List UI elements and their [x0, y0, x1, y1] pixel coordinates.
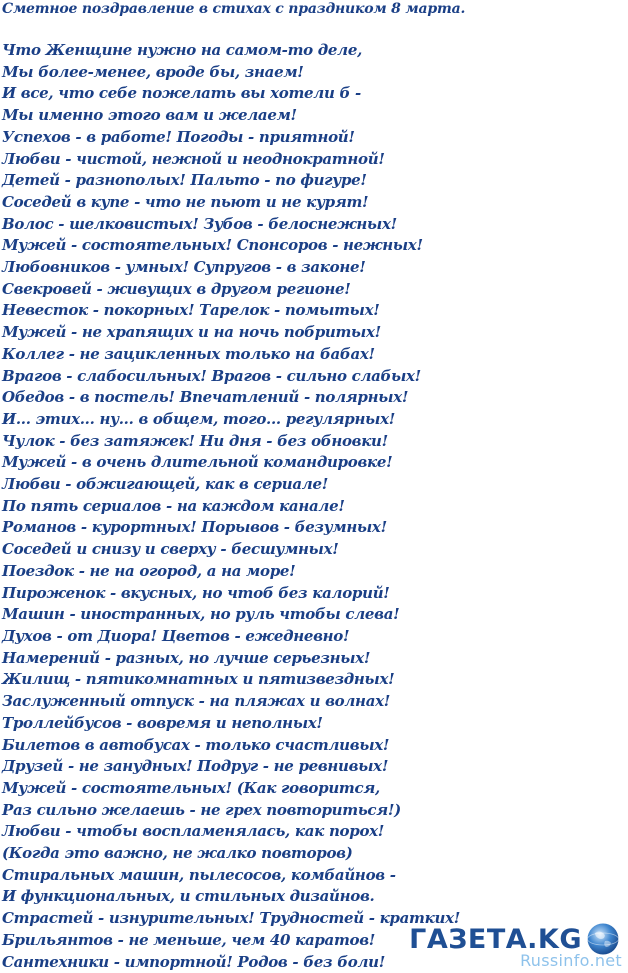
poem-line: Машин - иностранных, но руль чтобы слева! [2, 605, 400, 624]
poem-line: Раз сильно желаешь - не грех повториться!) [2, 800, 401, 819]
poem-line: Обедов - в постель! Впечатлений - полярных! [2, 388, 409, 407]
poem-line: Соседей и снизу и сверху - бесшумных! [2, 540, 339, 559]
poem-line: Детей - разнополых! Пальто - по фигуре! [2, 171, 367, 190]
poem-line: Любви - обжигающей, как в сериале! [2, 475, 328, 494]
poem-line: Мужей - в очень длительной командировке! [2, 453, 393, 472]
poem-line: Врагов - слабосильных! Врагов - сильно слабых! [2, 366, 421, 385]
poem-line: Соседей в купе - что не пьют и не курят! [2, 192, 369, 211]
poem-line: И функциональных, и стильных дизайнов. [2, 887, 375, 906]
poem-line: Свекровей - живущих в другом регионе! [2, 279, 351, 298]
poem-line: Мы более-менее, вроде бы, знаем! [2, 62, 304, 81]
poem-line: Сантехники - импортной! Родов - без боли! [2, 952, 386, 971]
logo-text: ГАЗЕТА.KG [409, 923, 582, 955]
poem-line: Стиральных машин, пылесосов, комбайнов - [2, 865, 396, 884]
poem-line: Намерений - разных, но лучше серьезных! [2, 648, 371, 667]
poem-line: Мужей - состоятельных! (Как говорится, [2, 778, 380, 797]
poem-line: Волос - шелковистых! Зубов - белоснежных! [2, 214, 397, 233]
poem-line: Невесток - покорных! Тарелок - помытых! [2, 301, 380, 320]
poem-line: Любовников - умных! Супругов - в законе! [2, 258, 366, 277]
poem-line: Мужей - не храпящих и на ночь побритых! [2, 323, 381, 342]
poem-line: Успехов - в работе! Погоды - приятной! [2, 127, 355, 146]
poem-line: Любви - чистой, нежной и неоднократной! [2, 149, 385, 168]
poem-line: Заслуженный отпуск - на пляжах и волнах! [2, 692, 391, 711]
poem-line: Мужей - состоятельных! Спонсоров - нежных! [2, 236, 423, 255]
poem-line: Чулок - без затяжек! Ни дня - без обновки! [2, 431, 388, 450]
poem-line: Коллег - не зацикленных только на бабах! [2, 344, 375, 363]
poem-line: Троллейбусов - вовремя и неполных! [2, 713, 323, 732]
poem-line: Жилищ - пятикомнатных и пятизвездных! [2, 670, 395, 689]
poem-line: Билетов в автобусах - только счастливых! [2, 735, 390, 754]
poem-line: Мы именно этого вам и желаем! [2, 106, 297, 125]
poem-line: (Когда это важно, не жалко повторов) [2, 844, 353, 863]
poem-line: Брильянтов - не меньше, чем 40 каратов! [2, 930, 376, 949]
poem-line: Пироженок - вкусных, но чтоб без калорий! [2, 583, 390, 602]
poem-line: Духов - от Диора! Цветов - ежедневно! [2, 626, 350, 645]
poem-line: Романов - курортных! Порывов - безумных! [2, 518, 387, 537]
poem-text [2, 40, 460, 973]
poem-line: По пять сериалов - на каждом канале! [2, 496, 345, 515]
poem-line: Друзей - не занудных! Подруг - не ревнивых! [2, 757, 389, 776]
page-title: Сметное поздравление в стихах с праздником 8 марта. [2, 1, 466, 17]
poem-line: И... этих... ну... в общем, того... регулярных! [2, 409, 395, 428]
poem-line: Поездок - не на огород, а на море! [2, 561, 296, 580]
poem-line: Любви - чтобы воспламенялась, как порох! [2, 822, 385, 841]
poem-line: И все, что себе пожелать вы хотели б - [2, 84, 361, 103]
watermark: Russinfo.net [520, 951, 622, 970]
poem-line: Страстей - изнурительных! Трудностей - кратких! [2, 909, 460, 928]
poem-line: Что Женщине нужно на самом-то деле, [2, 41, 363, 59]
